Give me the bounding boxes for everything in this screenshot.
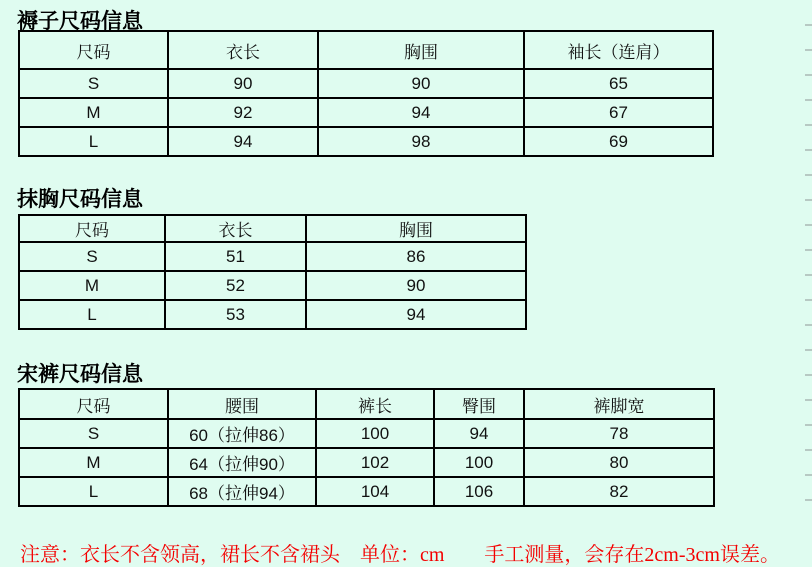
value-cell: 94 [318, 98, 524, 127]
jacket-size-table-title: 褥子尺码信息 [17, 10, 143, 33]
header-cell-size: 尺码 [19, 389, 168, 419]
size-cell: S [19, 69, 168, 98]
value-cell: 80 [524, 448, 714, 477]
table-row-m [19, 271, 526, 300]
header-cell-waist: 腰围 [168, 389, 316, 419]
row-gridline-stubs [805, 24, 812, 524]
value-cell: 82 [524, 477, 714, 506]
header-cell-size: 尺码 [19, 31, 168, 69]
header-cell-pants-length: 裤长 [316, 389, 434, 419]
song-pants-size-table [18, 388, 715, 507]
size-cell: S [19, 419, 168, 448]
value-cell: 100 [316, 419, 434, 448]
tube-top-size-table [18, 214, 527, 330]
value-cell: 90 [318, 69, 524, 98]
table-row-m [19, 98, 713, 127]
value-cell: 69 [524, 127, 713, 156]
table-row-l [19, 300, 526, 329]
header-cell-garment-length: 衣长 [165, 215, 306, 242]
value-cell: 100 [434, 448, 524, 477]
value-cell: 68（拉伸94） [168, 477, 316, 506]
value-cell: 94 [306, 300, 526, 329]
value-cell: 78 [524, 419, 714, 448]
value-cell: 67 [524, 98, 713, 127]
value-cell: 64（拉伸90） [168, 448, 316, 477]
value-cell: 94 [434, 419, 524, 448]
value-cell: 65 [524, 69, 713, 98]
header-cell-bust: 胸围 [306, 215, 526, 242]
value-cell: 52 [165, 271, 306, 300]
size-cell: M [19, 98, 168, 127]
table-header-row [19, 389, 714, 419]
value-cell: 51 [165, 242, 306, 271]
table-row-m [19, 448, 714, 477]
table-row-s [19, 419, 714, 448]
header-cell-hip: 臀围 [434, 389, 524, 419]
table-row-l [19, 127, 713, 156]
size-cell: M [19, 448, 168, 477]
size-cell: L [19, 127, 168, 156]
value-cell: 106 [434, 477, 524, 506]
value-cell: 94 [168, 127, 318, 156]
value-cell: 102 [316, 448, 434, 477]
header-cell-leg-opening: 裤脚宽 [524, 389, 714, 419]
table-row-s [19, 242, 526, 271]
value-cell: 86 [306, 242, 526, 271]
table-row-l [19, 477, 714, 506]
value-cell: 60（拉伸86） [168, 419, 316, 448]
size-cell: L [19, 477, 168, 506]
value-cell: 104 [316, 477, 434, 506]
value-cell: 92 [168, 98, 318, 127]
header-cell-bust: 胸围 [318, 31, 524, 69]
tube-top-size-table-title: 抹胸尺码信息 [17, 188, 143, 211]
size-cell: L [19, 300, 165, 329]
value-cell: 90 [168, 69, 318, 98]
header-cell-sleeve-length: 袖长（连肩） [524, 31, 713, 69]
value-cell: 98 [318, 127, 524, 156]
value-cell: 90 [306, 271, 526, 300]
header-cell-garment-length: 衣长 [168, 31, 318, 69]
table-header-row [19, 215, 526, 242]
song-pants-size-table-title: 宋裤尺码信息 [17, 363, 143, 386]
size-cell: S [19, 242, 165, 271]
header-cell-size: 尺码 [19, 215, 165, 242]
value-cell: 53 [165, 300, 306, 329]
size-cell: M [19, 271, 165, 300]
table-row-s [19, 69, 713, 98]
jacket-size-table [18, 30, 714, 157]
table-header-row [19, 31, 713, 69]
measurement-note: 注意：衣长不含领高，裙长不含裙头 单位：cm 手工测量，会存在2cm-3cm误差。 [20, 544, 780, 566]
